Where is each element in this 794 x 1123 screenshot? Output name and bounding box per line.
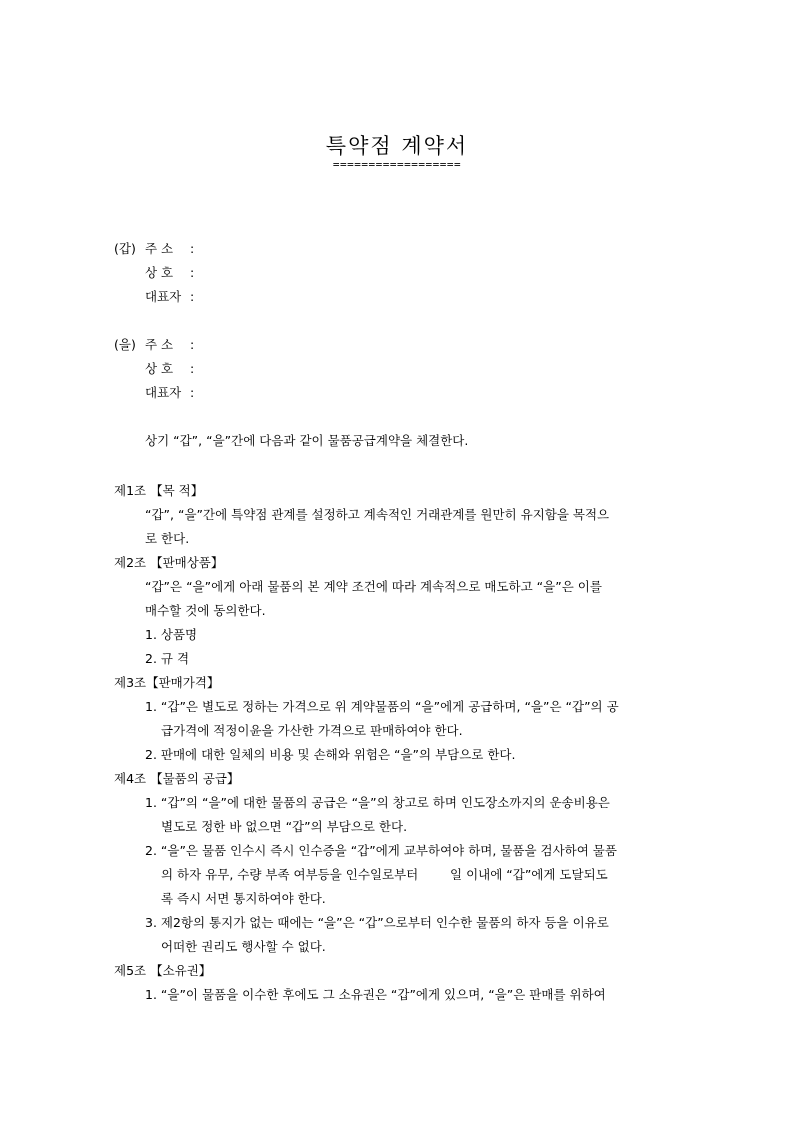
article-1-body-line: “갑”, “을”간에 특약점 관계를 설정하고 계속적인 거래관계를 원만히 유지함을 목적으 (145, 507, 610, 522)
article-1-body-line: 로 한다. (145, 531, 190, 546)
article-2-body-line: 매수할 것에 동의한다. (145, 603, 266, 618)
article-4-item-2-cont: 의 하자 유무, 수량 부족 여부등을 인수일로부터 일 이내에 “갑”에게 도달되도 (161, 867, 608, 882)
party-gap-address-label: 주 소 (145, 241, 174, 256)
party-gap-company-label: 상 호 (145, 265, 174, 280)
party-eul-address-row (145, 336, 189, 354)
article-3-item-2: 2. 판매에 대한 일체의 비용 및 손해와 위험은 “을”의 부담으로 한다. (145, 747, 516, 762)
article-4-item-1-cont: 별도로 정한 바 없으면 “갑”의 부담으로 한다. (161, 819, 408, 834)
article-2-item: 1. 상품명 (145, 627, 198, 642)
party-eul-company-label: 상 호 (145, 361, 174, 376)
article-4-item-1: 1. “갑”의 “을”에 대한 물품의 공급은 “을”의 창고로 하며 인도장소까지의 운송비용은 (145, 795, 610, 810)
party-gap-company-row (145, 264, 189, 282)
party-gap-rep-label: 대표자 (145, 289, 182, 304)
party-eul-rep-colon: : (190, 385, 195, 400)
title-underline: ================== (332, 158, 462, 171)
intro-sentence: 상기 “갑”, “을”간에 다음과 같이 물품공급계약을 체결한다. (145, 433, 469, 448)
party-gap-rep-colon: : (190, 289, 195, 304)
party-eul-rep-row (145, 384, 189, 402)
article-4-item-2: 2. “을”은 물품 인수시 즉시 인수증을 “갑”에게 교부하여야 하며, 물품을 검사하여 물품 (145, 843, 617, 858)
document-title: 특약점 계약서 (325, 134, 469, 158)
article-1-heading: 제1조 【목 적】 (114, 483, 204, 498)
party-gap-address-colon: : (190, 241, 195, 256)
party-gap-company-colon: : (190, 265, 195, 280)
article-4-item-3: 3. 제2항의 통지가 없는 때에는 “을”은 “갑”으로부터 인수한 물품의 하자 등을 이유로 (145, 915, 609, 930)
article-4-item-3-cont: 어떠한 권리도 행사할 수 없다. (161, 939, 326, 954)
article-2-body-line: “갑”은 “을”에게 아래 물품의 본 계약 조건에 따라 계속적으로 매도하고 “을”은 이를 (145, 579, 602, 594)
article-4-item-2-cont: 록 즉시 서면 통지하여야 한다. (161, 891, 326, 906)
party-eul-address-label: 주 소 (145, 337, 174, 352)
article-3-item-1: 1. “갑”은 별도로 정하는 가격으로 위 계약물품의 “을”에게 공급하며, “을”은 “갑”의 공 (145, 699, 619, 714)
article-4-heading: 제4조 【물품의 공급】 (114, 771, 240, 786)
party-gap-address-row (145, 240, 189, 258)
party-gap-label: (갑) (114, 241, 136, 256)
party-eul-company-row (145, 360, 189, 378)
party-eul-rep-label: 대표자 (145, 385, 182, 400)
party-eul-label: (을) (114, 337, 136, 352)
party-eul-company-colon: : (190, 361, 195, 376)
article-3-item-1-cont: 급가격에 적정이윤을 가산한 가격으로 판매하여야 한다. (161, 723, 463, 738)
article-2-heading: 제2조 【판매상품】 (114, 555, 224, 570)
party-gap-rep-row (145, 288, 189, 306)
article-2-item: 2. 규 격 (145, 651, 190, 666)
party-eul-address-colon: : (190, 337, 195, 352)
article-5-item-1: 1. “을”이 물품을 이수한 후에도 그 소유권은 “갑”에게 있으며, “을”은 판매를 위하여 (145, 987, 606, 1002)
article-5-heading: 제5조 【소유권】 (114, 963, 212, 978)
article-3-heading: 제3조【판매가격】 (114, 675, 220, 690)
